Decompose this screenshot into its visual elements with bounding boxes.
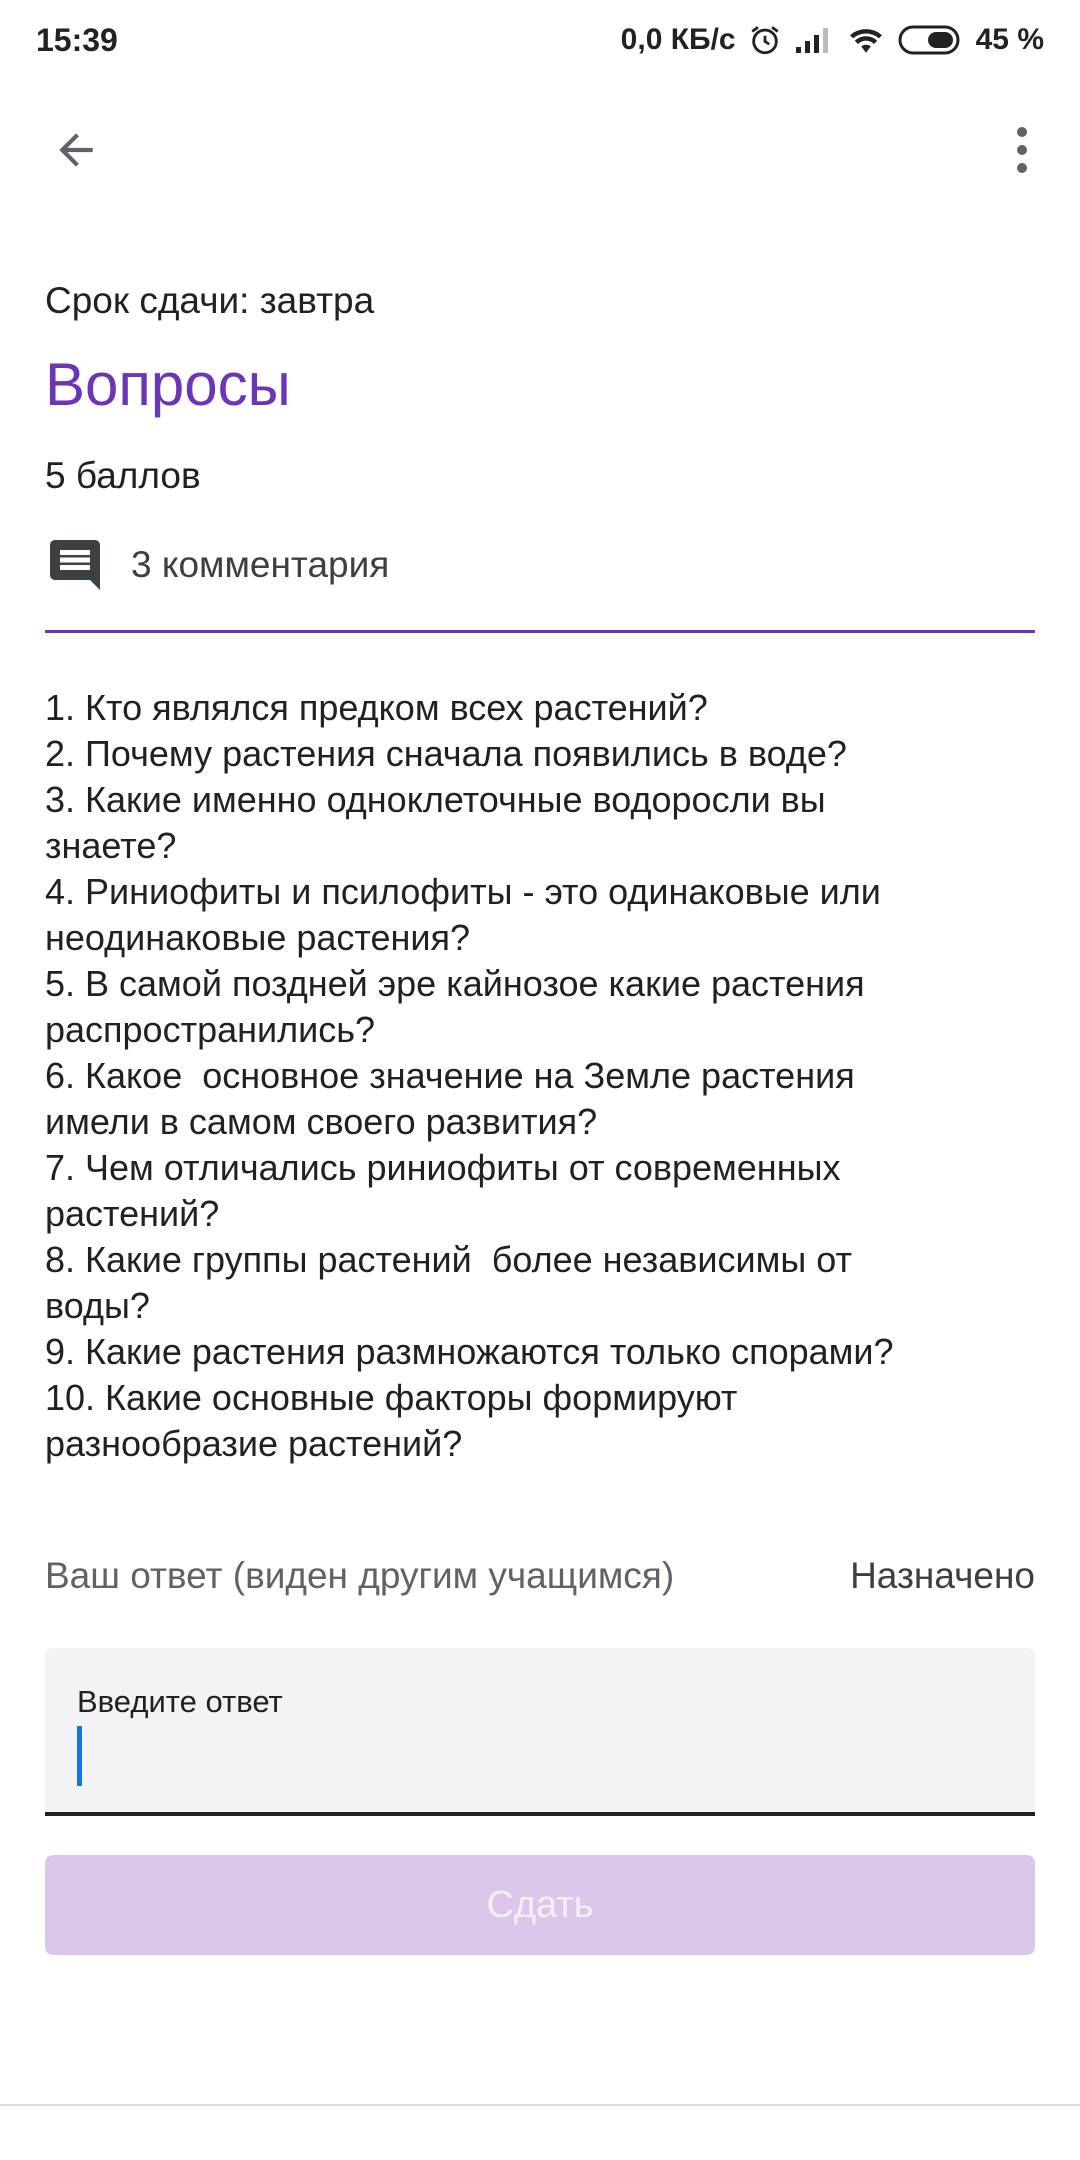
wifi-icon — [846, 24, 886, 56]
battery-icon — [898, 24, 964, 56]
bottom-divider — [0, 2104, 1080, 2106]
more-vert-icon — [1014, 126, 1030, 174]
back-button[interactable] — [40, 118, 112, 182]
assignment-points: 5 баллов — [45, 455, 201, 496]
signal-icon — [794, 25, 834, 55]
comment-icon — [45, 535, 105, 595]
question-item: 1. Кто являлся предком всех растений? — [45, 687, 708, 728]
answer-input[interactable] — [45, 1648, 1035, 1816]
question-item: 6. Какое основное значение на Земле растения имели в самом своего развития? — [45, 1055, 855, 1142]
app-bar — [0, 110, 1080, 190]
question-item: 2. Почему растения сначала появились в воде? — [45, 733, 847, 774]
question-item: 9. Какие растения размножаются только спорами? — [45, 1331, 894, 1372]
more-options-button[interactable] — [998, 118, 1046, 182]
network-speed: 0,0 КБ/с — [620, 23, 736, 56]
submit-button[interactable]: Сдать — [45, 1855, 1035, 1955]
question-item: 3. Какие именно одноклеточные водоросли вы знаете? — [45, 779, 826, 866]
question-item: 7. Чем отличались риниофиты от современных растений? — [45, 1147, 841, 1234]
questions-text — [45, 685, 1035, 1467]
arrow-back-icon — [51, 125, 101, 175]
question-item: 8. Какие группы растений более независимы от воды? — [45, 1239, 852, 1326]
divider — [45, 630, 1035, 633]
answer-label: Ваш ответ (виден другим учащимся) — [45, 1555, 675, 1596]
answer-header — [45, 1555, 1035, 1597]
question-item: 4. Риниофиты и псилофиты - это одинаковые или неодинаковые растения? — [45, 871, 881, 958]
assignment-title: Вопросы — [45, 351, 291, 418]
status-badge: Назначено — [850, 1555, 1035, 1596]
status-time: 15:39 — [36, 21, 118, 58]
battery-percent: 45 % — [975, 23, 1044, 56]
status-indicators — [621, 23, 1044, 57]
comments-count: 3 комментария — [131, 544, 390, 585]
status-bar — [0, 0, 1080, 80]
alarm-icon — [748, 23, 782, 57]
question-item: 10. Какие основные факторы формируют разнообразие растений? — [45, 1377, 738, 1464]
question-item: 5. В самой поздней эре кайнозое какие растения распространились? — [45, 963, 865, 1050]
comments-link[interactable] — [45, 535, 1035, 595]
text-cursor — [77, 1726, 82, 1786]
answer-input-label: Введите ответ — [77, 1684, 283, 1719]
due-date: Срок сдачи: завтра — [45, 280, 375, 321]
